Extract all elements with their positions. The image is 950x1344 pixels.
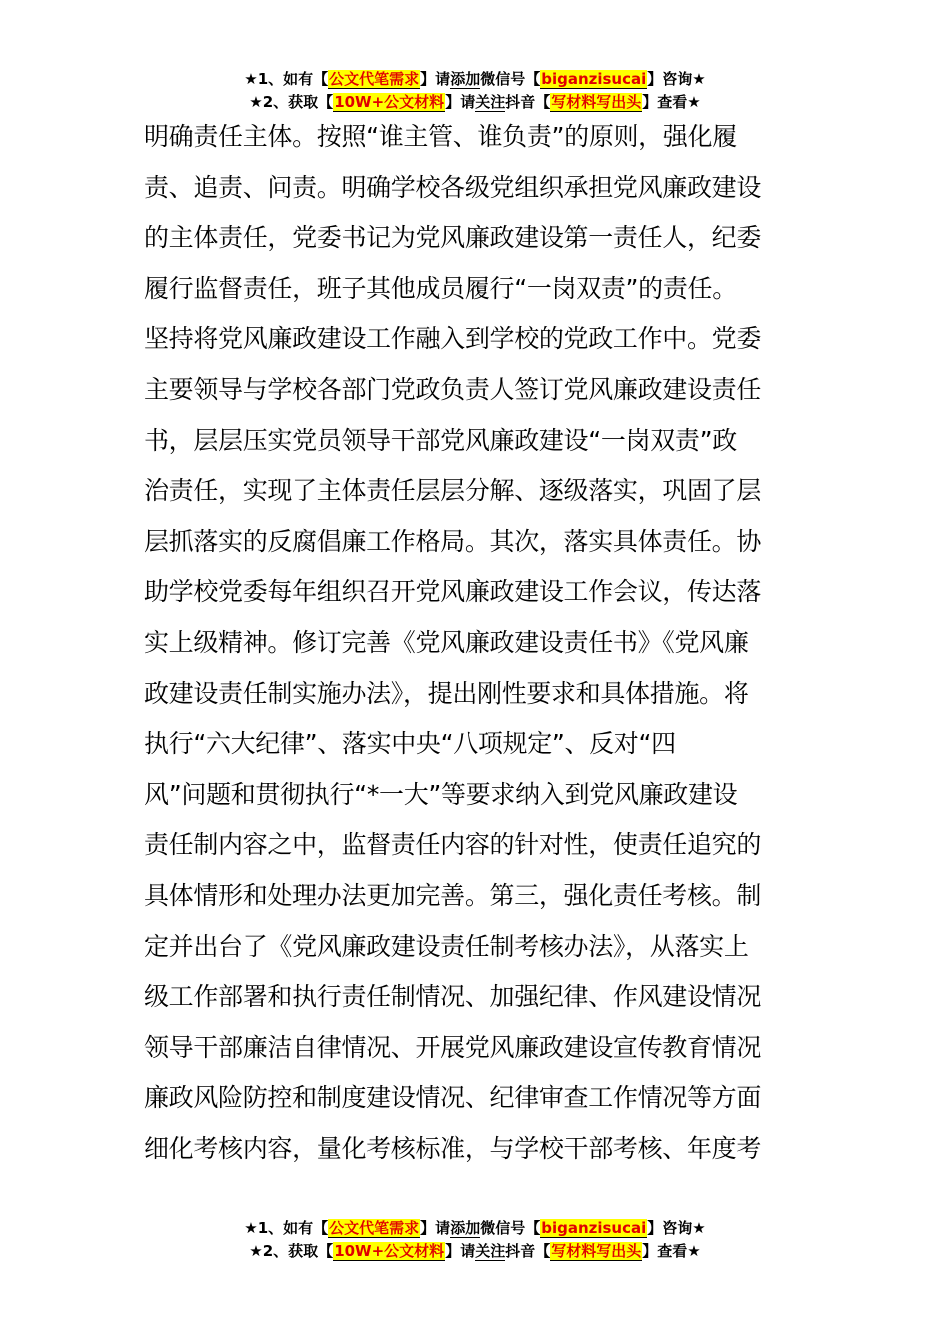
body-line: 的主体责任，党委书记为党风廉政建设第一责任人，纪委 — [144, 223, 762, 253]
banner-text: 微信号【 — [480, 70, 541, 88]
banner-text: 微信号【 — [480, 1219, 541, 1237]
banner-underlined: 添加 — [450, 70, 481, 88]
banner-highlight: 10W+公文材料 — [334, 93, 445, 111]
banner-highlight: 公文代笔需求 — [329, 70, 420, 88]
banner-text: 】请 — [420, 70, 451, 88]
body-line: 执行“六大纪律”、落实中央“八项规定”、反对“四 — [144, 729, 676, 759]
banner-line-1 — [0, 68, 950, 91]
body-line: 层抓落实的反腐倡廉工作格局。其次，落实具体责任。协 — [144, 526, 762, 556]
banner-highlight: 写材料写出头 — [551, 1242, 642, 1260]
banner-highlight: 10W+公文材料 — [334, 1242, 445, 1260]
banner-line-2 — [0, 1240, 950, 1263]
body-line: 政建设责任制实施办法》，提出刚性要求和具体措施。将 — [144, 678, 749, 708]
body-line: 廉政风险防控和制度建设情况、纪律审查工作情况等方面 — [144, 1083, 762, 1113]
banner-line-1 — [0, 1217, 950, 1240]
body-line: 明确责任主体。按照“谁主管、谁负责”的原则，强化履 — [144, 122, 737, 151]
banner-underlined: 添加 — [450, 1219, 481, 1237]
banner-highlight: 公文代笔需求 — [329, 1219, 420, 1237]
banner-underlined: 关注 — [475, 93, 506, 111]
banner-text: 抖音【 — [505, 93, 551, 111]
banner-line-2 — [0, 91, 950, 114]
body-line: 级工作部署和执行责任制情况、加强纪律、作风建设情况 — [144, 982, 762, 1012]
banner-text: ★1、如有【 — [244, 1219, 329, 1237]
document-body — [144, 112, 814, 1174]
banner-highlight: 写材料写出头 — [551, 93, 642, 111]
banner-text: 】查看★ — [642, 93, 701, 111]
body-line: 领导干部廉洁自律情况、开展党风廉政建设宣传教育情况 — [144, 1032, 762, 1062]
banner-text: ★2、获取【 — [249, 93, 334, 111]
body-line: 定并出台了《党风廉政建设责任制考核办法》，从落实上 — [144, 931, 749, 961]
footer-banner — [0, 1217, 950, 1263]
banner-text: ★1、如有【 — [244, 70, 329, 88]
banner-highlight: biganzisucai — [541, 1219, 647, 1237]
body-line: 履行监督责任，班子其他成员履行“一岗双责”的责任。 — [144, 273, 737, 303]
header-banner — [0, 68, 950, 114]
body-line: 责任制内容之中，监督责任内容的针对性，使责任追究的 — [144, 830, 762, 860]
body-line: 书，层层压实党员领导干部党风廉政建设“一岗双责”政 — [144, 425, 737, 455]
body-line: 具体情形和处理办法更加完善。第三，强化责任考核。制 — [144, 880, 762, 910]
banner-text: 】请 — [445, 1242, 476, 1260]
banner-text: 抖音【 — [505, 1242, 551, 1260]
body-line: 责、追责、问责。明确学校各级党组织承担党风廉政建设 — [144, 172, 762, 202]
banner-underlined: 关注 — [475, 1242, 506, 1260]
banner-text: ★2、获取【 — [249, 1242, 334, 1260]
body-line: 坚持将党风廉政建设工作融入到学校的党政工作中。党委 — [144, 324, 762, 354]
banner-highlight: biganzisucai — [541, 70, 647, 88]
body-line: 实上级精神。修订完善《党风廉政建设责任书》《党风廉 — [144, 627, 749, 657]
banner-text: 】咨询★ — [647, 70, 706, 88]
banner-text: 】请 — [420, 1219, 451, 1237]
banner-text: 】咨询★ — [647, 1219, 706, 1237]
body-line: 助学校党委每年组织召开党风廉政建设工作会议，传达落 — [144, 577, 762, 607]
body-line: 风”问题和贯彻执行“*一大”等要求纳入到党风廉政建设 — [144, 779, 738, 809]
body-line: 主要领导与学校各部门党政负责人签订党风廉政建设责任 — [144, 374, 762, 404]
banner-text: 】查看★ — [642, 1242, 701, 1260]
body-line: 治责任，实现了主体责任层层分解、逐级落实，巩固了层 — [144, 476, 762, 506]
body-line: 细化考核内容，量化考核标准，与学校干部考核、年度考 — [144, 1133, 762, 1163]
banner-text: 】请 — [445, 93, 476, 111]
